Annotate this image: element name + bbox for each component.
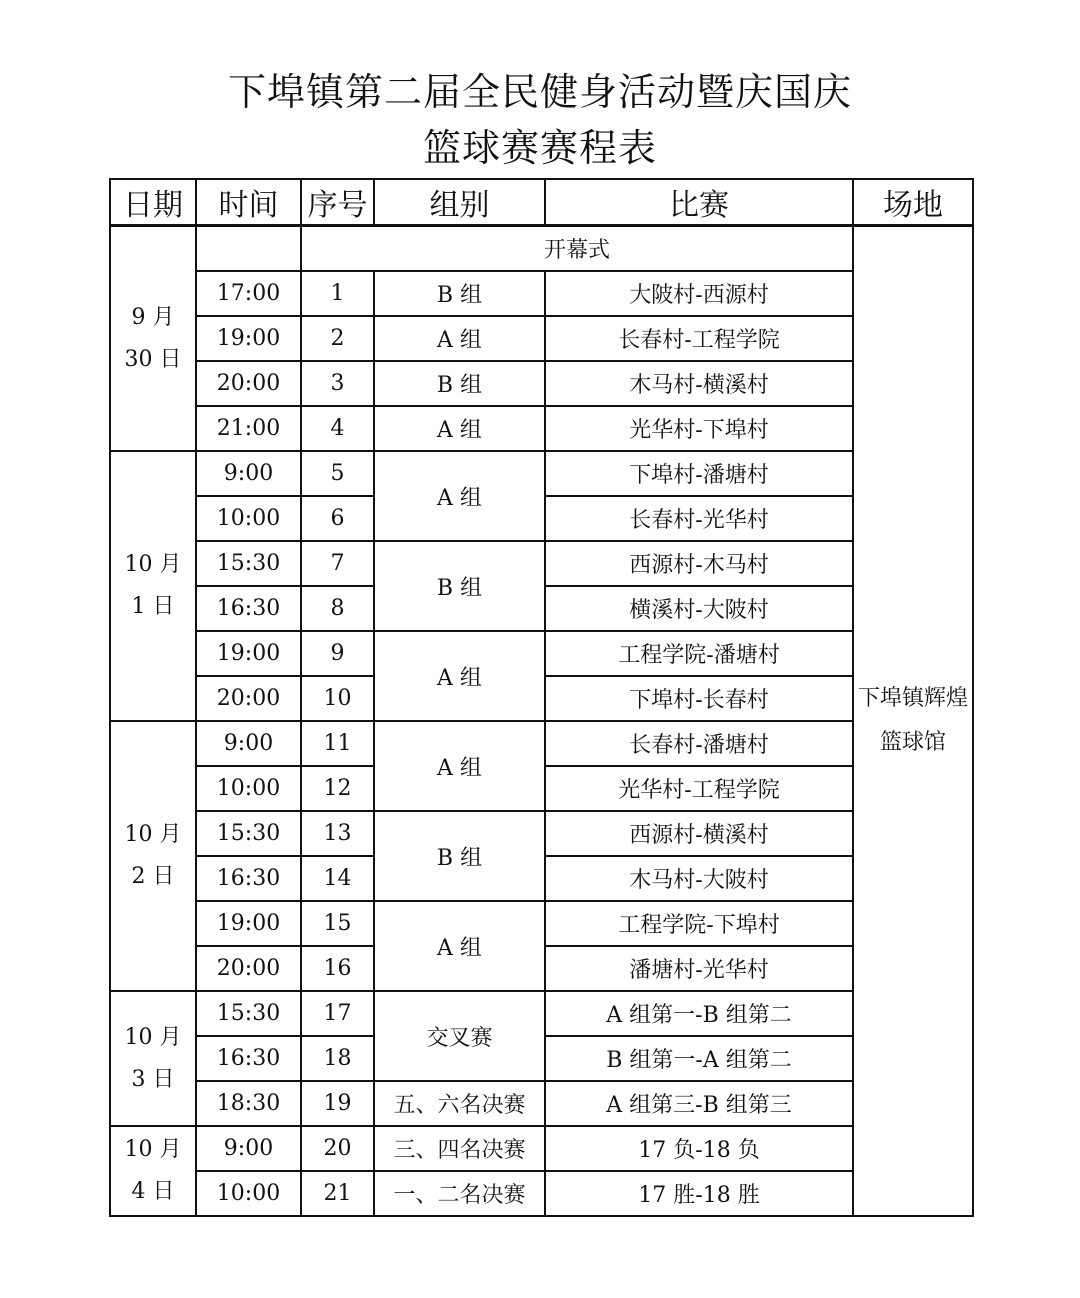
group-cell: B 组 xyxy=(374,541,545,631)
table-row xyxy=(110,316,973,361)
table-row xyxy=(110,811,973,856)
group-cell: 一、二名决赛 xyxy=(374,1171,545,1216)
group-cell: A 组 xyxy=(374,631,545,721)
match-cell: 光华村-下埠村 xyxy=(545,406,853,451)
time-cell: 20:00 xyxy=(196,946,301,991)
title-line-1: 下埠镇第二届全民健身活动暨庆国庆 xyxy=(227,70,852,114)
match-cell: 工程学院-下埠村 xyxy=(545,901,853,946)
date-month: 10 月 xyxy=(124,552,182,577)
match-cell: 长春村-潘塘村 xyxy=(545,721,853,766)
number-cell: 16 xyxy=(301,946,374,991)
number-cell: 8 xyxy=(301,586,374,631)
table-row xyxy=(110,361,973,406)
title-line-2: 篮球赛赛程表 xyxy=(422,126,657,170)
time-cell: 16:30 xyxy=(196,586,301,631)
match-cell: 潘塘村-光华村 xyxy=(545,946,853,991)
time-cell: 9:00 xyxy=(196,451,301,496)
number-cell: 11 xyxy=(301,721,374,766)
match-cell: 横溪村-大陂村 xyxy=(545,586,853,631)
date-day: 30 日 xyxy=(124,346,182,372)
time-cell: 15:30 xyxy=(196,991,301,1036)
venue-cell: 下埠镇辉煌篮球馆 xyxy=(853,226,973,1217)
time-cell: 10:00 xyxy=(196,766,301,811)
number-cell: 20 xyxy=(301,1126,374,1171)
schedule-table xyxy=(109,178,974,1217)
header-date: 日期 xyxy=(110,179,196,226)
table-row xyxy=(110,721,973,766)
group-cell: 交叉赛 xyxy=(374,991,545,1081)
table-row xyxy=(110,406,973,451)
match-cell: B 组第一-A 组第二 xyxy=(545,1036,853,1081)
number-cell: 12 xyxy=(301,766,374,811)
number-cell: 17 xyxy=(301,991,374,1036)
table-row xyxy=(110,1171,973,1216)
match-cell: A 组第一-B 组第二 xyxy=(545,991,853,1036)
match-cell: 木马村-横溪村 xyxy=(545,361,853,406)
number-cell: 14 xyxy=(301,856,374,901)
number-cell: 21 xyxy=(301,1171,374,1216)
time-cell: 9:00 xyxy=(196,1126,301,1171)
match-cell: 木马村-大陂村 xyxy=(545,856,853,901)
table-row xyxy=(110,226,973,272)
group-cell: A 组 xyxy=(374,721,545,811)
time-cell: 19:00 xyxy=(196,901,301,946)
number-cell: 7 xyxy=(301,541,374,586)
date-day: 2 日 xyxy=(131,864,175,889)
table-row xyxy=(110,451,973,496)
time-cell: 16:30 xyxy=(196,856,301,901)
time-cell: 19:00 xyxy=(196,316,301,361)
time-cell: 9:00 xyxy=(196,721,301,766)
date-cell xyxy=(110,1126,196,1216)
table-row xyxy=(110,1081,973,1126)
match-cell: 下埠村-潘塘村 xyxy=(545,451,853,496)
header-time: 时间 xyxy=(196,179,301,226)
time-cell: 16:30 xyxy=(196,1036,301,1081)
time-cell: 15:30 xyxy=(196,811,301,856)
time-cell: 20:00 xyxy=(196,361,301,406)
opening-ceremony: 开幕式 xyxy=(301,226,853,272)
date-day: 1 日 xyxy=(131,594,175,619)
group-cell: A 组 xyxy=(374,406,545,451)
number-cell: 2 xyxy=(301,316,374,361)
match-cell: 长春村-工程学院 xyxy=(545,316,853,361)
date-day: 3 日 xyxy=(131,1066,175,1092)
match-cell: 西源村-横溪村 xyxy=(545,811,853,856)
time-cell: 21:00 xyxy=(196,406,301,451)
group-cell: A 组 xyxy=(374,316,545,361)
table-row xyxy=(110,631,973,676)
number-cell: 4 xyxy=(301,406,374,451)
match-cell: 下埠村-长春村 xyxy=(545,676,853,721)
table-row xyxy=(110,991,973,1036)
number-cell: 13 xyxy=(301,811,374,856)
number-cell: 10 xyxy=(301,676,374,721)
time-cell: 10:00 xyxy=(196,496,301,541)
match-cell: 西源村-木马村 xyxy=(545,541,853,586)
number-cell: 15 xyxy=(301,901,374,946)
date-month: 10 月 xyxy=(124,1024,182,1050)
header-number: 序号 xyxy=(301,179,374,226)
match-cell: 17 负-18 负 xyxy=(545,1126,853,1171)
time-cell xyxy=(196,226,301,272)
date-month: 10 月 xyxy=(124,822,182,847)
match-cell: 大陂村-西源村 xyxy=(545,271,853,316)
date-cell xyxy=(110,451,196,721)
group-cell: 三、四名决赛 xyxy=(374,1126,545,1171)
date-day: 4 日 xyxy=(131,1179,175,1204)
group-cell: A 组 xyxy=(374,901,545,991)
number-cell: 3 xyxy=(301,361,374,406)
match-cell: A 组第三-B 组第三 xyxy=(545,1081,853,1126)
number-cell: 5 xyxy=(301,451,374,496)
time-cell: 10:00 xyxy=(196,1171,301,1216)
header-group: 组别 xyxy=(374,179,545,226)
time-cell: 17:00 xyxy=(196,271,301,316)
group-cell: 五、六名决赛 xyxy=(374,1081,545,1126)
number-cell: 18 xyxy=(301,1036,374,1081)
match-cell: 17 胜-18 胜 xyxy=(545,1171,853,1216)
table-row xyxy=(110,1126,973,1171)
date-cell xyxy=(110,226,196,452)
date-month: 10 月 xyxy=(124,1137,182,1162)
header-venue: 场地 xyxy=(853,179,973,226)
time-cell: 15:30 xyxy=(196,541,301,586)
group-cell: B 组 xyxy=(374,811,545,901)
number-cell: 1 xyxy=(301,271,374,316)
match-cell: 工程学院-潘塘村 xyxy=(545,631,853,676)
match-cell: 长春村-光华村 xyxy=(545,496,853,541)
group-cell: A 组 xyxy=(374,451,545,541)
number-cell: 9 xyxy=(301,631,374,676)
date-month: 9 月 xyxy=(131,304,175,330)
table-row xyxy=(110,271,973,316)
number-cell: 19 xyxy=(301,1081,374,1126)
header-row xyxy=(110,179,973,226)
number-cell: 6 xyxy=(301,496,374,541)
header-match: 比赛 xyxy=(545,179,853,226)
table-row xyxy=(110,901,973,946)
group-cell: B 组 xyxy=(374,361,545,406)
table-row xyxy=(110,541,973,586)
match-cell: 光华村-工程学院 xyxy=(545,766,853,811)
date-cell xyxy=(110,991,196,1126)
date-cell xyxy=(110,721,196,991)
time-cell: 19:00 xyxy=(196,631,301,676)
time-cell: 18:30 xyxy=(196,1081,301,1126)
time-cell: 20:00 xyxy=(196,676,301,721)
group-cell: B 组 xyxy=(374,271,545,316)
